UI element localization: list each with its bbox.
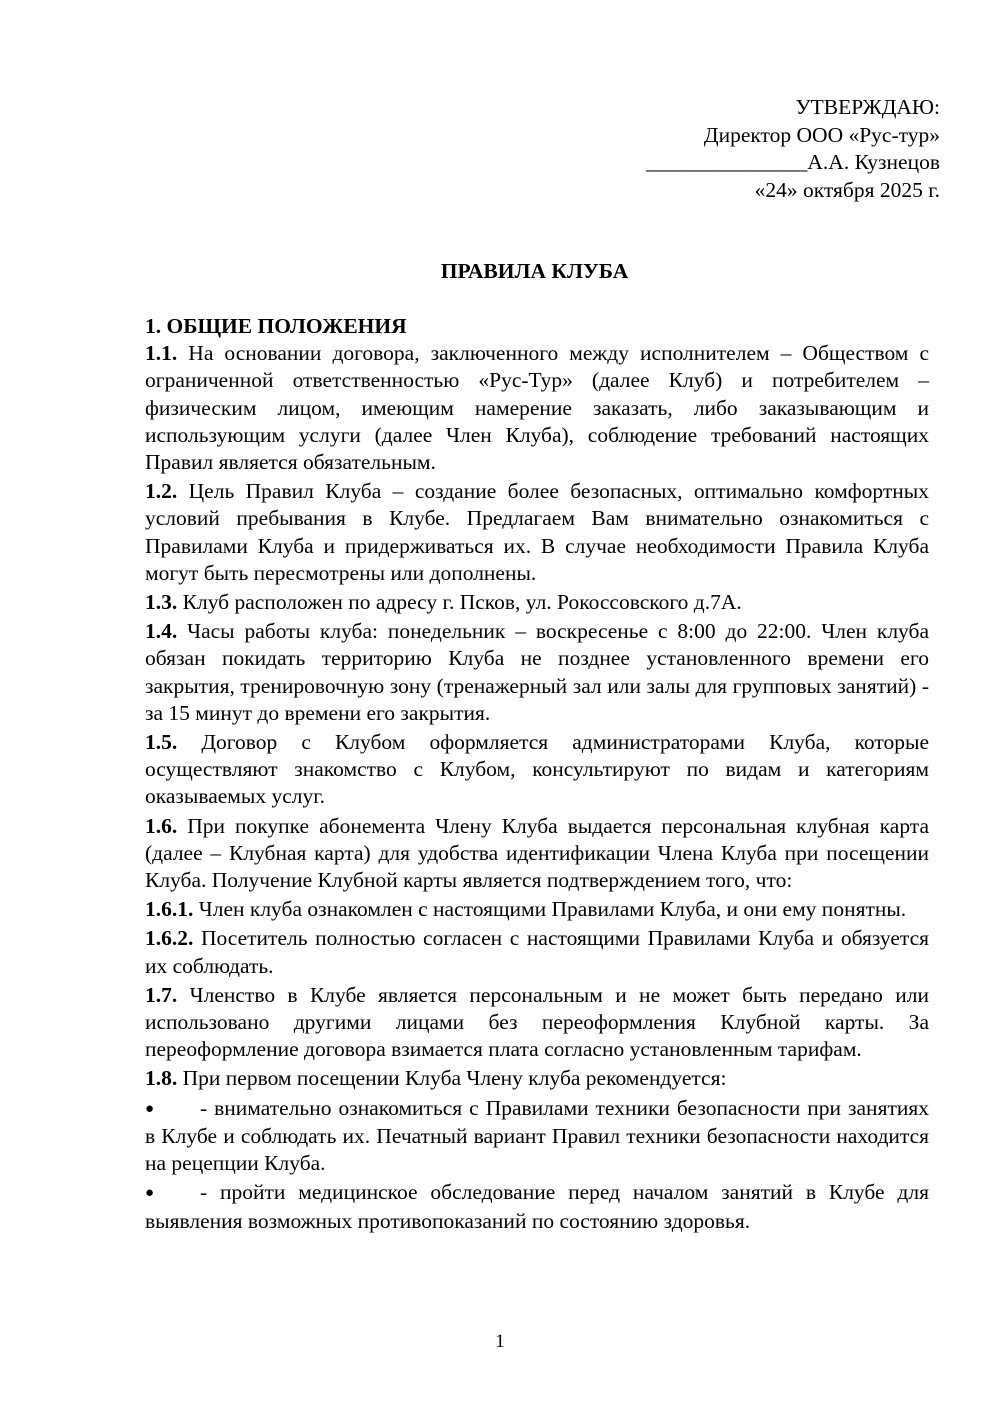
approval-signature-line: _______________А.А. Кузнецов [646,150,940,174]
document-title: ПРАВИЛА КЛУБА [440,259,629,283]
clause-1-2 [145,478,929,587]
clause-1-4 [145,618,929,727]
clause-text: Договор с Клубом оформляется администраторами Клуба, которые осуществляют знакомство с Клубом, консультируют по видам и категориям оказываемых услуг. [145,730,929,809]
clause-1-6-1 [145,896,929,923]
approval-line: УТВЕРЖДАЮ: [795,95,940,119]
clause-text: Посетитель полностью согласен с настоящими Правилами Клуба и обязуется их соблюдать. [145,926,929,978]
clause-number: 1.3. [145,590,178,615]
clause-text: На основании договора, заключенного между исполнителем – Обществом с ограниченной ответственностью «Рус-Тур» (далее Клуб) и потребителем – физическим лицом, имеющим намерение заказать, либо заказывающим и использующим услуги (далее Член Клуба), соблюдение требований настоящих Правил является обязательным. [145,341,929,475]
clause-1-6 [145,813,929,895]
clause-text: Членство в Клубе является персональным и не может быть передано или использовано другими лицами без переоформления Клубной карты. За переоформление договора взимается плата согласно установленным тарифам. [145,982,930,1062]
clause-text: Клуб расположен по адресу г. Псков, ул. Рокоссовского д.7А. [182,590,742,615]
bullet-item [145,1179,929,1234]
clause-number: 1.1. [145,341,178,366]
clause-text: При покупке абонемента Члену Клуба выдается персональная клубная карта (далее – Клубная карта) для удобства идентификации Члена Клуба при посещении Клуба. Получение Клубной карты является подтверждением того, что: [145,813,929,893]
clause-1-5 [145,729,929,811]
clause-1-1 [145,340,929,476]
clause-1-8 [145,1065,929,1092]
bullet-dot-icon: ● [145,1100,155,1117]
bullet-text: - пройти медицинское обследование перед началом занятий в Клубе для выявления возможных противопоказаний по состоянию здоровья. [145,1180,929,1233]
bullet-text: - внимательно ознакомиться с Правилами техники безопасности при занятиях в Клубе и соблюдать их. Печатный вариант Правил техники безопасности находится на рецепции Клуба. [145,1095,929,1176]
clause-number: 1.8. [145,1066,178,1091]
approval-position: Директор ООО «Рус-тур» [703,122,940,147]
clause-number: 1.6.2. [145,926,194,951]
document-body [145,313,929,1235]
clause-1-7 [145,982,929,1064]
clause-number: 1.5. [145,730,178,755]
bullet-dot-icon: ● [145,1185,155,1202]
clause-number: 1.4. [145,619,178,644]
approval-date: «24» октября 2025 г. [754,177,940,202]
section-heading: 1. ОБЩИЕ ПОЛОЖЕНИЯ [145,314,407,338]
clause-number: 1.6.1. [145,897,194,922]
clause-text: Член клуба ознакомлен с настоящими Правилами Клуба, и они ему понятны. [198,897,907,922]
page-number: 1 [495,1331,505,1352]
clause-number: 1.7. [145,982,178,1007]
clause-text: Часы работы клуба: понедельник – воскресенье с 8:00 до 22:00. Член клуба обязан покидать территорию Клуба не позднее установленного времени его закрытия, тренировочную зону (тренажерный зал или залы для групповых занятий) - за 15 минут до времени его закрытия. [145,619,930,725]
bullet-item [145,1095,929,1178]
clause-number: 1.2. [145,479,178,504]
clause-number: 1.6. [145,813,178,838]
clause-1-6-2 [145,925,929,979]
clause-1-3 [145,589,929,616]
clause-text: Цель Правил Клуба – создание более безопасных, оптимально комфортных условий пребывания в Клубе. Предлагаем Вам внимательно ознакомиться с Правилами Клуба и придерживаться их. В случае необходимости Правила Клуба могут быть пересмотрены или дополнены. [145,479,929,585]
approval-block [646,94,940,204]
clause-text: При первом посещении Клуба Члену клуба рекомендуется: [182,1066,727,1091]
